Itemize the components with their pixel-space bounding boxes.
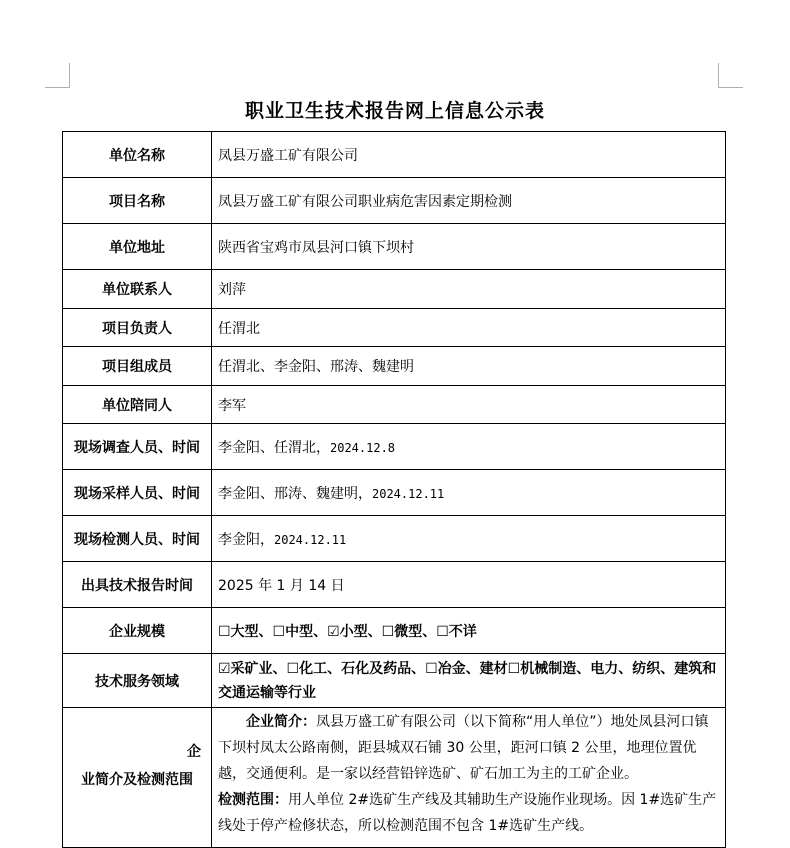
table-row <box>63 516 726 562</box>
row-label: 技术服务领域 <box>63 654 212 708</box>
table-row <box>63 270 726 309</box>
survey-date: 2024.12.8 <box>330 440 396 455</box>
row-label: 现场检测人员、时间 <box>63 516 212 562</box>
table-row <box>63 708 726 848</box>
test-scope <box>218 787 719 839</box>
table-row <box>63 424 726 470</box>
company-intro <box>218 709 719 787</box>
row-value: 凤县万盛工矿有限公司职业病危害因素定期检测 <box>212 178 726 224</box>
row-value: 凤县万盛工矿有限公司 <box>212 132 726 178</box>
document-title: 职业卫生技术报告网上信息公示表 <box>244 100 545 122</box>
row-label: 项目负责人 <box>63 309 212 347</box>
table-row <box>63 386 726 424</box>
testing-date: 2024.12.11 <box>274 532 347 547</box>
intro-heading: 企业简介： <box>246 714 316 730</box>
row-value: 任渭北 <box>212 309 726 347</box>
page-corner-mark <box>718 63 743 88</box>
intro-label-cell <box>63 708 212 848</box>
sampling-date: 2024.12.11 <box>372 486 445 501</box>
row-label: 企业规模 <box>63 608 212 654</box>
intro-label-line2: 业简介及检测范围 <box>81 772 193 788</box>
table-row <box>63 178 726 224</box>
row-value: 陕西省宝鸡市凤县河口镇下坝村 <box>212 224 726 270</box>
row-value <box>212 424 726 470</box>
page-corner-mark <box>45 63 70 88</box>
scope-text: 用人单位 2#选矿生产线及其辅助生产设施作业现场。因 1#选矿生产线处于停产检修状态，所以检测范围不包含 1#选矿生产线。 <box>218 792 717 834</box>
row-value <box>212 470 726 516</box>
row-label: 单位联系人 <box>63 270 212 309</box>
table-row <box>63 347 726 386</box>
row-label: 单位陪同人 <box>63 386 212 424</box>
scope-heading: 检测范围： <box>218 792 288 808</box>
row-label: 现场调查人员、时间 <box>63 424 212 470</box>
table-row <box>63 132 726 178</box>
table-row <box>63 224 726 270</box>
row-value: 李军 <box>212 386 726 424</box>
scale-checkboxes: ☐大型、☐中型、☑小型、☐微型、☐不详 <box>212 608 726 654</box>
row-value: 2025 年 1 月 14 日 <box>212 562 726 608</box>
service-field-checkboxes: ☑采矿业、☐化工、石化及药品、☐冶金、建材☐机械制造、电力、纺织、建筑和交通运输等行业 <box>212 654 726 708</box>
table-row <box>63 309 726 347</box>
row-value <box>212 516 726 562</box>
row-label: 单位地址 <box>63 224 212 270</box>
table-row <box>63 654 726 708</box>
intro-value-cell <box>212 708 726 848</box>
row-label: 现场采样人员、时间 <box>63 470 212 516</box>
info-table <box>62 131 726 848</box>
intro-text: 凤县万盛工矿有限公司（以下简称“用人单位”）地处凤县河口镇下坝村凤太公路南侧，距县城双石铺 30 公里，距河口镇 2 公里，地理位置优越，交通便利。是一家以经营铅锌选矿、矿石加工为主的工矿企业。 <box>218 714 709 782</box>
row-value: 刘萍 <box>212 270 726 309</box>
row-value: 任渭北、李金阳、邢涛、魏建明 <box>212 347 726 386</box>
survey-names: 李金阳、任渭北， <box>218 439 330 456</box>
sampling-names: 李金阳、邢涛、魏建明， <box>218 485 372 502</box>
row-label: 项目组成员 <box>63 347 212 386</box>
row-label: 项目名称 <box>63 178 212 224</box>
testing-names: 李金阳， <box>218 531 274 548</box>
row-label: 出具技术报告时间 <box>63 562 212 608</box>
row-label: 单位名称 <box>63 132 212 178</box>
intro-label-line1: 企 <box>187 744 201 760</box>
table-row <box>63 608 726 654</box>
table-row <box>63 470 726 516</box>
table-row <box>63 562 726 608</box>
